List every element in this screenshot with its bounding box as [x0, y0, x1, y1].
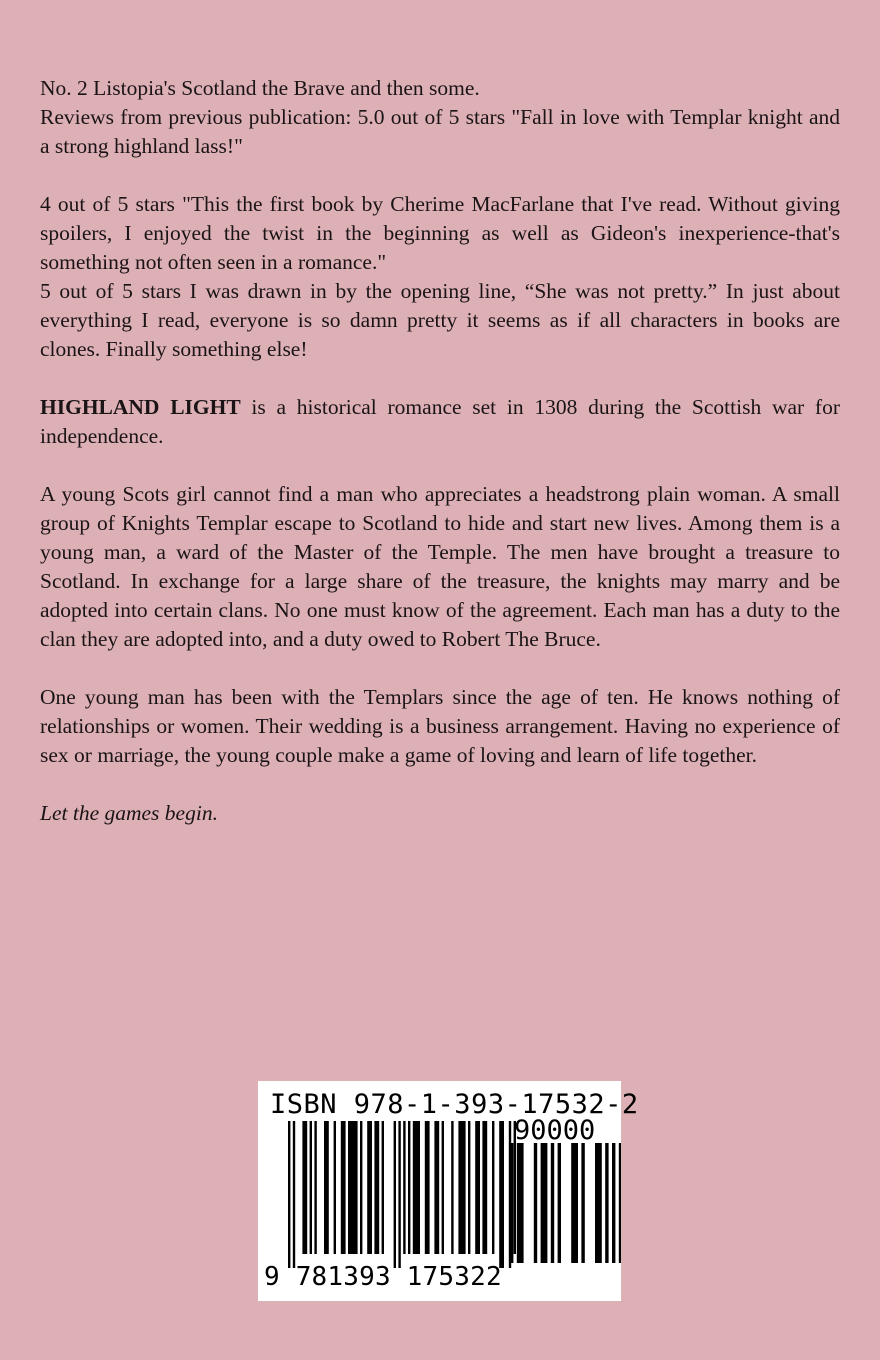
- isbn-barcode: [258, 1081, 639, 1301]
- back-cover-blurb: [40, 74, 840, 828]
- ean-digits: 9 781393 175322: [264, 1262, 502, 1292]
- listopia-line: No. 2 Listopia's Scotland the Brave and then some.: [40, 76, 480, 100]
- book-summary-intro: [40, 393, 840, 451]
- book-title-description: is a historical romance set in 1308 during the Scottish war for independence.: [40, 395, 840, 448]
- barcode-addon-price: 90000: [514, 1115, 596, 1146]
- isbn-label: ISBN 978-1-393-17532-2: [270, 1089, 639, 1120]
- tagline: [40, 799, 840, 828]
- review-3: 5 out of 5 stars I was drawn in by the opening line, “She was not pretty.” In just about everything I read, everyone is so damn pretty it seems as if all characters in books are clones. Finally something else!: [40, 279, 840, 361]
- book-title: HIGHLAND LIGHT: [40, 395, 241, 419]
- review-2: 4 out of 5 stars "This the first book by Cherime MacFarlane that I've read. Without giving spoilers, I enjoyed the twist in the beginning as well as Gideon's inexperience-that's something not often seen in a romance.": [40, 192, 840, 274]
- review-1: Reviews from previous publication: 5.0 out of 5 stars "Fall in love with Templar knight and a strong highland lass!": [40, 105, 840, 158]
- synopsis-paragraph-2: One young man has been with the Templars since the age of ten. He knows nothing of relationships or women. Their wedding is a business arrangement. Having no experience of sex or marriage, the young couple make a game of loving and learn of life together.: [40, 685, 840, 767]
- synopsis-paragraph-1: A young Scots girl cannot find a man who appreciates a headstrong plain woman. A small group of Knights Templar escape to Scotland to hide and start new lives. Among them is a young man, a ward of the Master of the Temple. The men have brought a treasure to Scotland. In exchange for a large share of the treasure, the knights may marry and be adopted into certain clans. No one must know of the agreement. Each man has a duty to the clan they are adopted into, and a duty owed to Robert The Bruce.: [40, 482, 840, 651]
- tagline-text: Let the games begin.: [40, 801, 218, 825]
